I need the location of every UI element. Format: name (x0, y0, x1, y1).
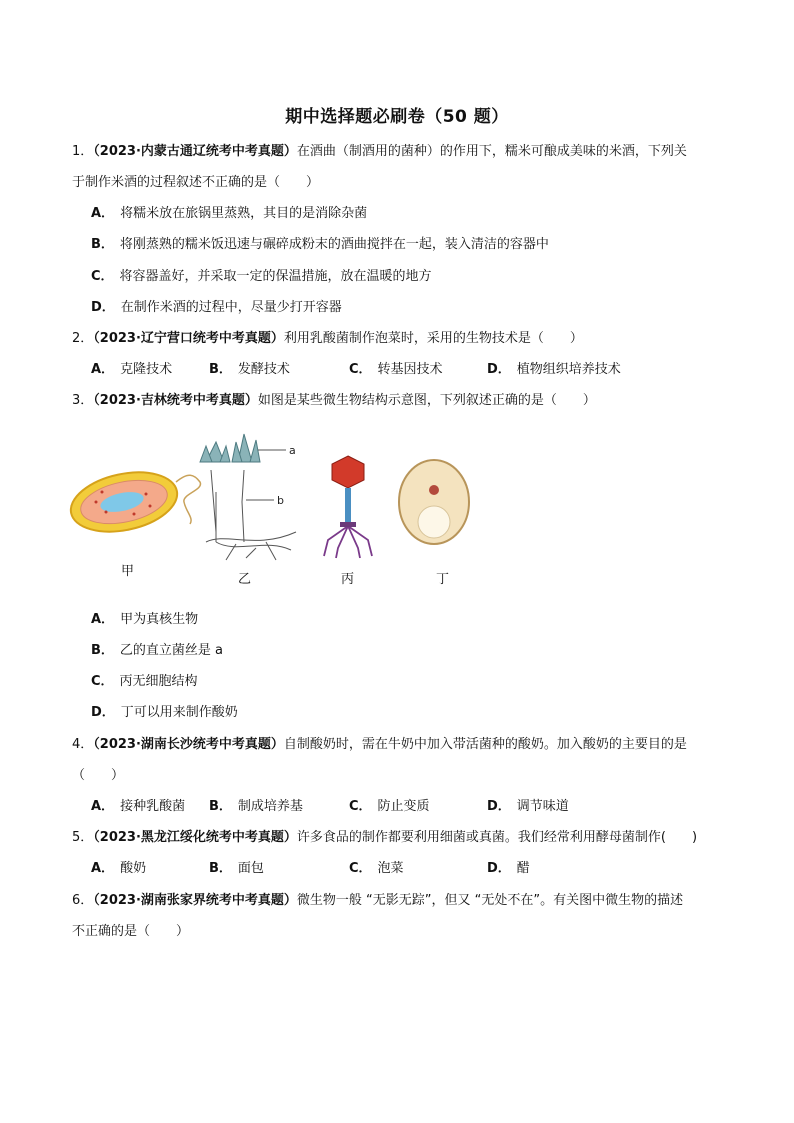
option-label: C． (349, 861, 372, 876)
question-source: （2023·湖南长沙统考中考真题） (93, 737, 284, 752)
option-label: D． (487, 861, 511, 876)
q3-option-d[interactable] (91, 704, 238, 722)
q1-option-b[interactable] (91, 236, 549, 254)
option-text: 发酵技术 (237, 362, 290, 377)
bacteriophage-illustration (324, 456, 372, 558)
caption-jia: 甲 (121, 564, 135, 579)
yeast-illustration (399, 460, 469, 544)
option-label: B． (91, 237, 114, 252)
q4-option-d[interactable] (487, 798, 569, 816)
option-label: A． (91, 799, 115, 814)
question-source: （2023·吉林统考中考真题） (93, 393, 258, 408)
option-text: 泡菜 (377, 861, 404, 876)
question-source: （2023·湖南张家界统考中考真题） (93, 893, 297, 908)
question-2-line-1 (72, 330, 583, 348)
question-text: 微生物一般 “无影无踪”，但又 “无处不在”。有关图中微生物的描述 (296, 893, 684, 908)
q2-option-c[interactable] (349, 361, 443, 379)
caption-bing: 丙 (341, 572, 355, 587)
question-text: 自制酸奶时，需在牛奶中加入带活菌种的酸奶。加入酸奶的主要目的是 (283, 737, 687, 752)
question-number: 3． (72, 393, 94, 408)
q3-option-a[interactable] (91, 611, 198, 629)
question-4-line-2: （ ） (72, 768, 125, 783)
option-text: 接种乳酸菌 (120, 799, 186, 814)
q5-option-a[interactable] (91, 860, 146, 878)
page-title: 期中选择题必刷卷（50 题） (285, 107, 509, 127)
label-b: b (277, 494, 284, 507)
q5-option-b[interactable] (209, 860, 264, 878)
question-source: （2023·黑龙江绥化统考中考真题） (93, 830, 297, 845)
option-label: D． (487, 799, 511, 814)
question-6-line-2: 不正确的是（ ） (72, 924, 190, 939)
option-text: 将容器盖好，并采取一定的保温措施，放在温暖的地方 (119, 269, 432, 284)
option-text: 防止变质 (377, 799, 430, 814)
microorganism-figure (66, 432, 486, 592)
q4-option-c[interactable] (349, 798, 430, 816)
option-label: C． (91, 674, 114, 689)
option-label: A． (91, 612, 115, 627)
question-number: 6． (72, 893, 94, 908)
question-text: 如图是某些微生物结构示意图，下列叙述正确的是（ ） (257, 393, 596, 408)
question-text: 利用乳酸菌制作泡菜时，采用的生物技术是（ ） (283, 331, 583, 346)
caption-yi: 乙 (238, 572, 252, 587)
option-label: A． (91, 206, 115, 221)
question-text: 许多食品的制作都要利用细菌或真菌。我们经常利用酵母菌制作( ) (296, 830, 698, 845)
question-source: （2023·辽宁营口统考中考真题） (93, 331, 284, 346)
q2-option-b[interactable] (209, 361, 290, 379)
option-text: 甲为真核生物 (120, 612, 199, 627)
option-label: B． (209, 362, 232, 377)
option-text: 醋 (516, 861, 530, 876)
question-number: 1． (72, 144, 94, 159)
question-5-line-1 (72, 829, 697, 847)
option-label: B． (209, 799, 232, 814)
question-number: 2． (72, 331, 94, 346)
question-4-line-1 (72, 736, 687, 754)
option-text: 在制作米酒的过程中，尽量少打开容器 (120, 300, 342, 315)
question-3-line-1 (72, 392, 596, 410)
option-label: A． (91, 362, 115, 377)
q1-option-d[interactable] (91, 299, 342, 317)
q5-option-c[interactable] (349, 860, 404, 878)
option-text: 转基因技术 (377, 362, 443, 377)
q1-option-c[interactable] (91, 268, 432, 286)
bacterium-illustration (66, 463, 200, 540)
option-label: C． (349, 799, 372, 814)
question-number: 5． (72, 830, 94, 845)
q1-option-a[interactable] (91, 205, 367, 223)
q2-option-d[interactable] (487, 361, 621, 379)
option-label: A． (91, 861, 115, 876)
option-text: 制成培养基 (237, 799, 303, 814)
option-label: D． (91, 300, 115, 315)
label-a: a (289, 444, 296, 457)
question-number: 4． (72, 737, 94, 752)
q3-option-b[interactable] (91, 642, 223, 660)
option-text: 将糯米放在旅锅里蒸熟，其目的是消除杂菌 (120, 206, 368, 221)
option-label: B． (91, 643, 114, 658)
option-label: D． (487, 362, 511, 377)
option-text: 丙无细胞结构 (119, 674, 198, 689)
option-text: 丁可以用来制作酸奶 (120, 705, 238, 720)
option-text: 乙的直立菌丝是 a (119, 643, 224, 658)
option-text: 调节味道 (516, 799, 569, 814)
option-label: D． (91, 705, 115, 720)
q3-option-c[interactable] (91, 673, 198, 691)
q4-option-a[interactable] (91, 798, 185, 816)
option-text: 酸奶 (120, 861, 147, 876)
q2-option-a[interactable] (91, 361, 172, 379)
question-6-line-1 (72, 892, 683, 910)
option-text: 克隆技术 (120, 362, 173, 377)
option-text: 将刚蒸熟的糯米饭迅速与碾碎成粉末的酒曲搅拌在一起，装入清洁的容器中 (119, 237, 549, 252)
option-label: C． (91, 269, 114, 284)
q5-option-d[interactable] (487, 860, 530, 878)
option-text: 植物组织培养技术 (516, 362, 621, 377)
caption-ding: 丁 (436, 572, 450, 587)
question-text: 在酒曲（制酒用的菌种）的作用下，糯米可酿成美味的米酒，下列关 (296, 144, 687, 159)
option-label: B． (209, 861, 232, 876)
question-1-line-1 (72, 143, 687, 161)
question-source: （2023·内蒙古通辽统考中考真题） (93, 144, 297, 159)
option-text: 面包 (237, 861, 264, 876)
question-1-line-2: 于制作米酒的过程叙述不正确的是（ ） (72, 175, 320, 190)
q4-option-b[interactable] (209, 798, 303, 816)
option-label: C． (349, 362, 372, 377)
